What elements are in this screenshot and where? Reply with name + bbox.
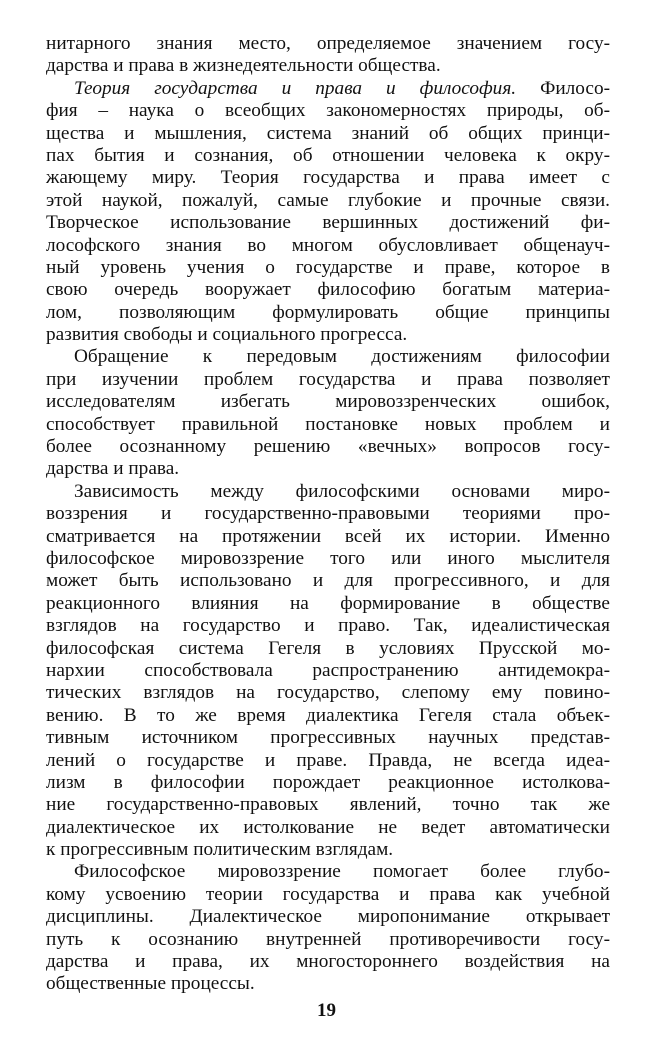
text-line: развития свободы и социального прогресса. <box>46 324 408 346</box>
text-line: исследователям избегать мировоззренческих ошибок, <box>46 391 610 413</box>
text-line: общественные процессы. <box>46 973 255 995</box>
text-line: диалектическое их истолкование не ведет автоматически <box>46 816 610 838</box>
text-line: воззрения и государственно-правовыми теориями про- <box>46 503 610 525</box>
page-body <box>46 33 610 996</box>
text-line: тических взглядов на государство, слепому ему повино- <box>46 682 610 704</box>
text-line: лений о государстве и праве. Правда, не всегда идеа- <box>46 749 610 771</box>
text-line: дарства и права, их многостороннего воздействия на <box>46 951 610 973</box>
text-line: щества и мышления, система знаний об общих принци- <box>46 122 610 144</box>
text-line: Творческое использование вершинных достижений фи- <box>46 212 610 234</box>
text-line: лом, позволяющим формулировать общие принципы <box>46 301 610 323</box>
text-line: реакционного влияния на формирование в обществе <box>46 592 610 614</box>
text-line: этой наукой, пожалуй, самые глубокие и прочные связи. <box>46 189 610 211</box>
text-line: сматривается на протяжении всей их истории. Именно <box>46 525 610 547</box>
text-line: вению. В то же время диалектика Гегеля стала объек- <box>46 704 610 726</box>
text-line <box>46 78 610 100</box>
text-line: жающему миру. Теория государства и права имеет с <box>46 167 610 189</box>
text-line: ние государственно-правовых явлений, точно так же <box>46 794 610 816</box>
text-line: ный уровень учения о государстве и праве, которое в <box>46 256 610 278</box>
text-line: более осознанному решению «вечных» вопросов госу- <box>46 436 610 458</box>
text-line: лософского знания во многом обусловливает общенауч- <box>46 234 610 256</box>
text-line: к прогрессивным политическим взглядам. <box>46 839 394 861</box>
text-line: при изучении проблем государства и права позволяет <box>46 368 610 390</box>
text-line: Зависимость между философскими основами миро- <box>74 480 610 502</box>
text-line: способствует правильной постановке новых проблем и <box>46 413 610 435</box>
text-line: фия – наука о всеобщих закономерностях природы, об- <box>46 100 610 122</box>
text-line: дисциплины. Диалектическое миропонимание открывает <box>46 906 610 928</box>
page-number: 19 <box>317 1000 336 1021</box>
text-line: кому усвоению теории государства и права как учебной <box>46 883 610 905</box>
text-line: тивным источником прогрессивных научных представ- <box>46 727 610 749</box>
text-fragment: Филосо- <box>516 77 610 99</box>
text-line: взглядов на государство и право. Так, идеалистическая <box>46 615 610 637</box>
section-heading: Теория государства и права и философия. <box>74 77 517 99</box>
text-line: путь к осознанию внутренней противоречивости госу- <box>46 928 610 950</box>
text-line: свою очередь вооружает философию богатым материа- <box>46 279 610 301</box>
text-line: нархии способствовала распространению антидемокра- <box>46 659 610 681</box>
text-block <box>46 33 610 996</box>
text-line: лизм в философии порождает реакционное истолкова- <box>46 771 610 793</box>
text-line: дарства и права. <box>46 458 180 480</box>
text-line: может быть использовано и для прогрессивного, и для <box>46 570 610 592</box>
text-line: дарства и права в жизнедеятельности общества. <box>46 55 441 77</box>
text-line: пах бытия и сознания, об отношении человека к окру- <box>46 144 610 166</box>
text-line: философская система Гегеля в условиях Прусской мо- <box>46 637 610 659</box>
text-line: философское мировоззрение того или иного мыслителя <box>46 547 610 569</box>
text-line: Обращение к передовым достижениям философии <box>74 346 610 368</box>
text-line: Философское мировоззрение помогает более глубо- <box>74 861 610 883</box>
text-line: нитарного знания место, определяемое значением госу- <box>46 33 610 54</box>
